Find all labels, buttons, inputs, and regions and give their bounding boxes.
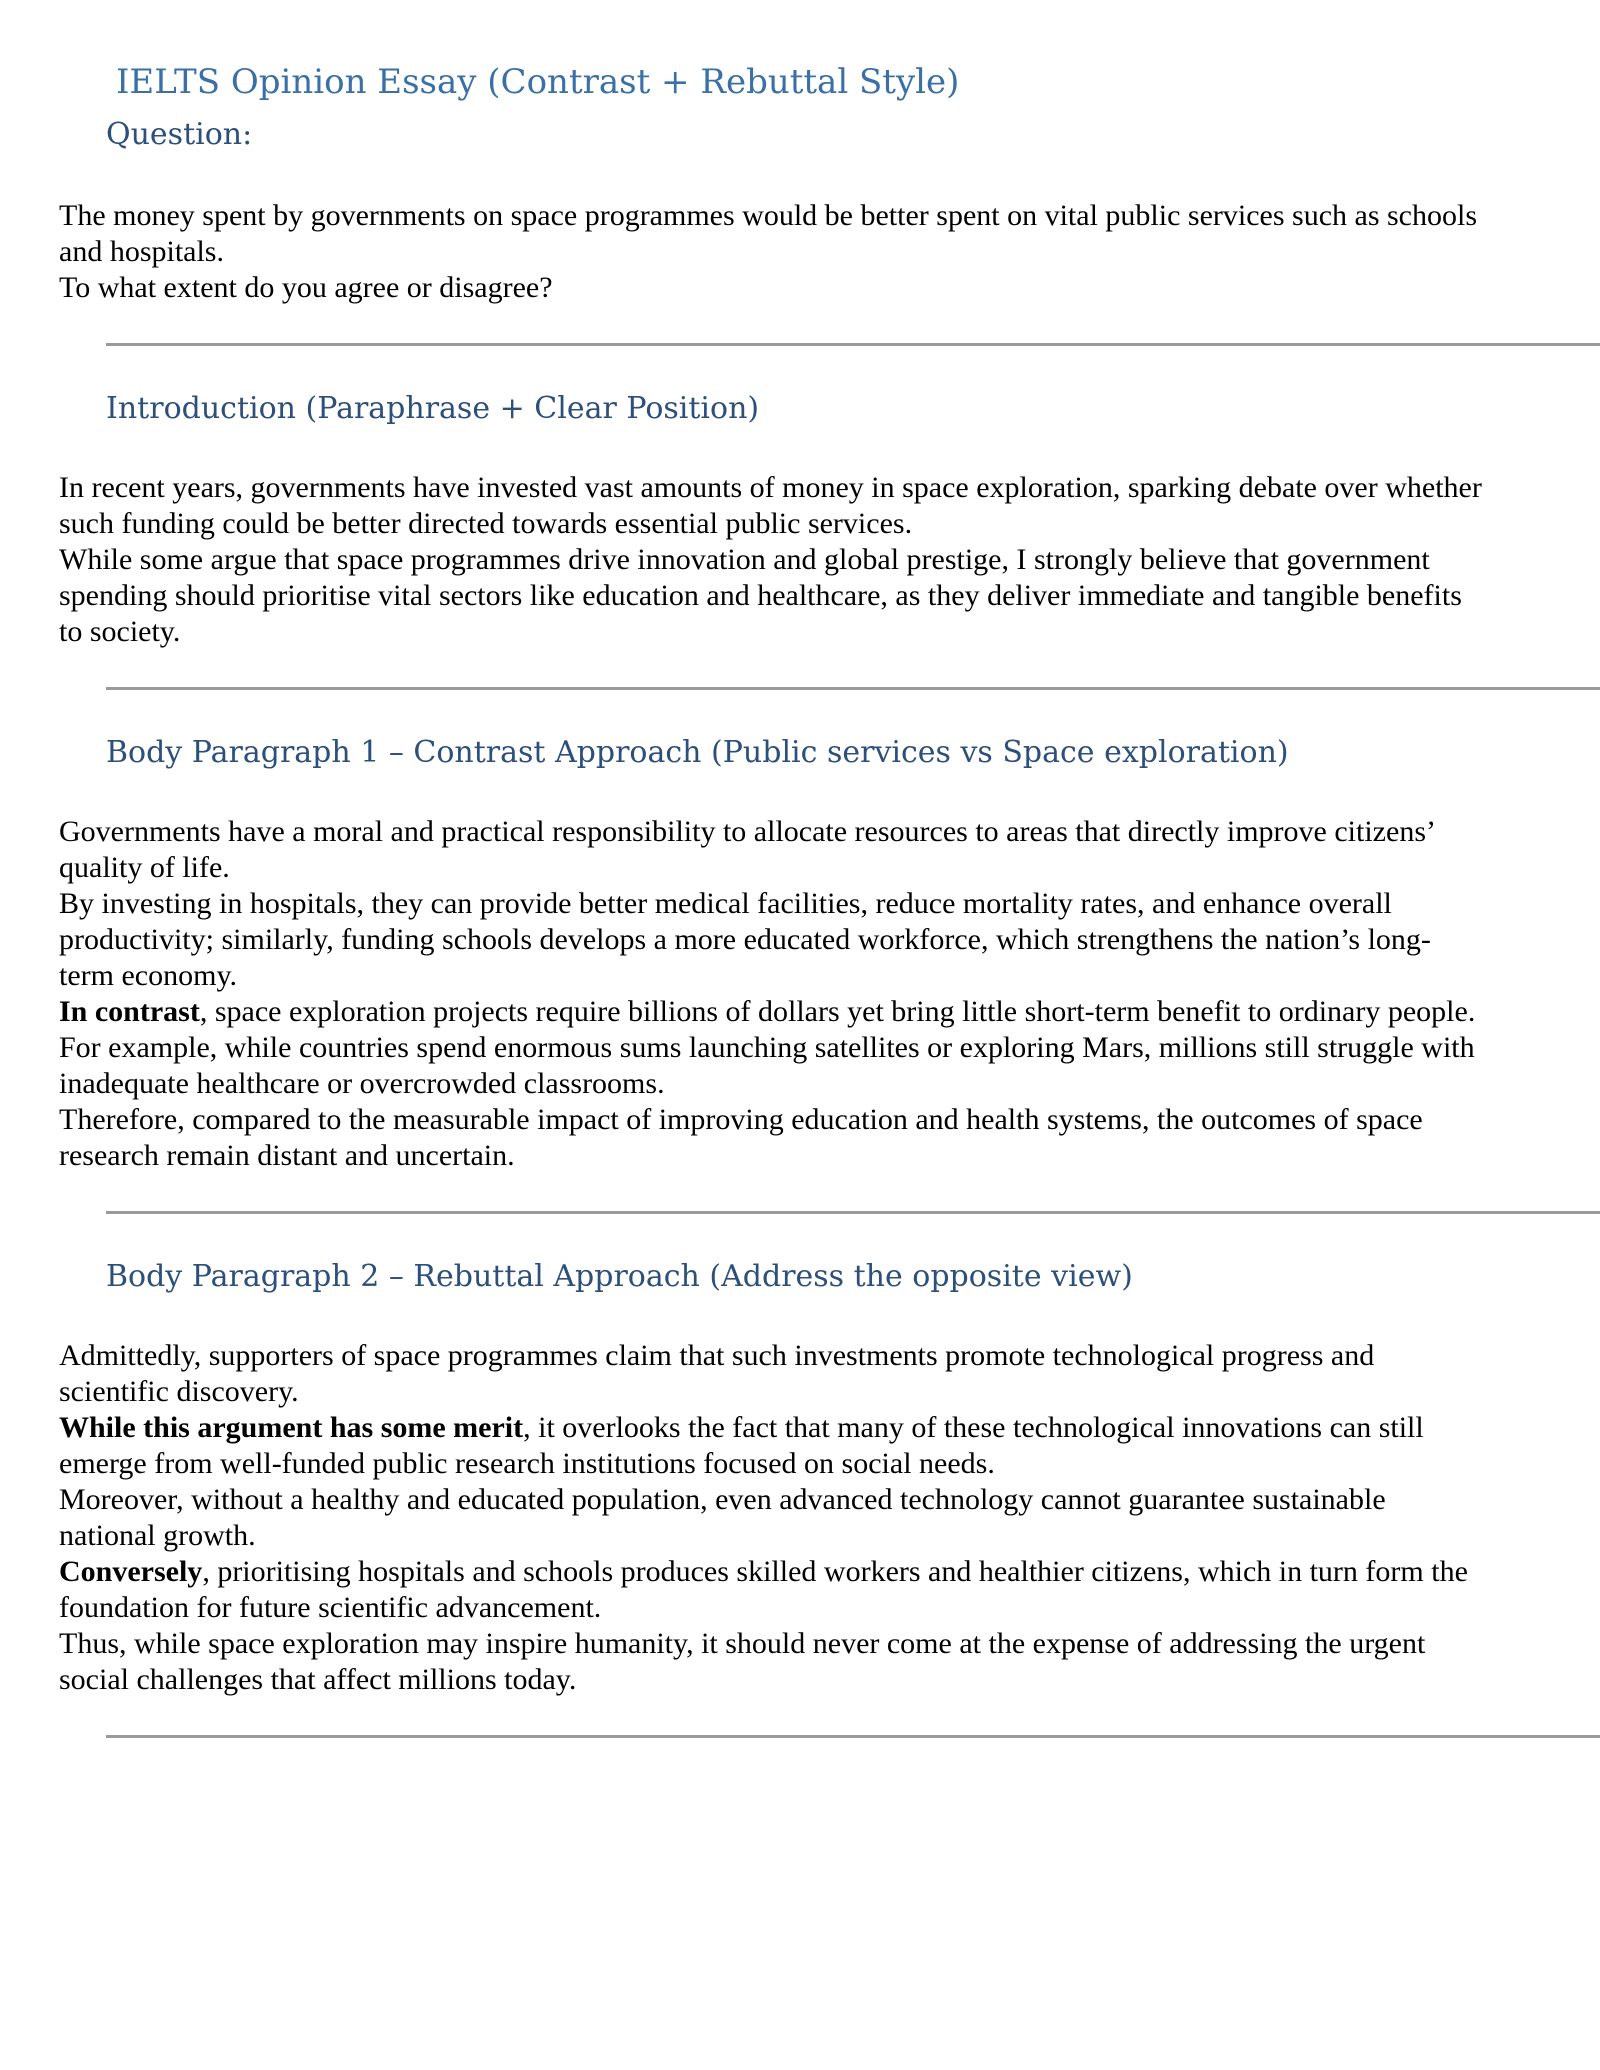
body2-line: scientific discovery. xyxy=(59,1375,299,1408)
section-divider xyxy=(106,343,1600,346)
question-line: To what extent do you agree or disagree? xyxy=(59,271,553,304)
introduction-line: While some argue that space programmes drive innovation and global prestige, I strongly believe that government xyxy=(59,543,1430,576)
body1-line: inadequate healthcare or overcrowded classrooms. xyxy=(59,1067,665,1100)
introduction-line: such funding could be better directed towards essential public services. xyxy=(59,507,913,540)
question-line: and hospitals. xyxy=(59,235,224,268)
section-divider xyxy=(106,687,1600,690)
body1-line: productivity; similarly, funding schools develops a more educated workforce, which strengthens the nation’s long- xyxy=(59,923,1431,956)
introduction-heading: Introduction (Paraphrase + Clear Position) xyxy=(106,391,760,426)
contrast-rest: , space exploration projects require billions of dollars yet bring little short-term benefit to ordinary people. xyxy=(199,995,1476,1028)
body1-line: Governments have a moral and practical responsibility to allocate resources to areas that directly improve citizens’ xyxy=(59,815,1436,848)
body2-line: Moreover, without a healthy and educated population, even advanced technology cannot guarantee sustainable xyxy=(59,1483,1386,1516)
body1-contrast-line xyxy=(59,994,1559,1030)
merit-rest: , it overlooks the fact that many of these technological innovations can still xyxy=(523,1411,1424,1444)
introduction-line: spending should prioritise vital sectors like education and healthcare, as they deliver immediate and tangible benefits xyxy=(59,579,1462,612)
question-line: The money spent by governments on space programmes would be better spent on vital public services such as schools xyxy=(59,199,1477,232)
body2-line: foundation for future scientific advancement. xyxy=(59,1591,602,1624)
body1-line: research remain distant and uncertain. xyxy=(59,1139,515,1172)
body1-line: For example, while countries spend enormous sums launching satellites or exploring Mars, millions still struggle with xyxy=(59,1031,1475,1064)
body2-line: Admittedly, supporters of space programmes claim that such investments promote technological progress and xyxy=(59,1339,1375,1372)
body2-conversely-line xyxy=(59,1554,1559,1590)
body-paragraph-2-heading: Body Paragraph 2 – Rebuttal Approach (Address the opposite view) xyxy=(106,1259,1133,1294)
introduction-line: In recent years, governments have invested vast amounts of money in space exploration, sparking debate over whether xyxy=(59,471,1482,504)
section-divider xyxy=(106,1211,1600,1214)
body2-line: social challenges that affect millions today. xyxy=(59,1663,577,1696)
conversely-rest: , prioritising hospitals and schools produces skilled workers and healthier citizens, which in turn form the xyxy=(202,1555,1468,1588)
body-paragraph-1-heading: Body Paragraph 1 – Contrast Approach (Public services vs Space exploration) xyxy=(106,735,1289,770)
in-contrast-bold: In contrast xyxy=(59,995,200,1028)
body2-line: national growth. xyxy=(59,1519,256,1552)
question-text xyxy=(59,198,1559,306)
body1-line: Therefore, compared to the measurable impact of improving education and health systems, the outcomes of space xyxy=(59,1103,1423,1136)
merit-bold: While this argument has some merit xyxy=(59,1411,524,1444)
body2-line: Thus, while space exploration may inspire humanity, it should never come at the expense of addressing the urgent xyxy=(59,1627,1426,1660)
body1-line: By investing in hospitals, they can provide better medical facilities, reduce mortality rates, and enhance overall xyxy=(59,887,1392,920)
body-paragraph-1-text xyxy=(59,814,1559,1174)
section-divider xyxy=(106,1735,1600,1738)
body1-line: term economy. xyxy=(59,959,237,992)
body-paragraph-2-text xyxy=(59,1338,1559,1698)
body1-line: quality of life. xyxy=(59,851,230,884)
document-title: IELTS Opinion Essay (Contrast + Rebuttal Style) xyxy=(116,62,960,102)
introduction-text xyxy=(59,470,1559,650)
introduction-line: to society. xyxy=(59,615,181,648)
body2-merit-line xyxy=(59,1410,1559,1446)
question-heading: Question: xyxy=(106,117,253,152)
body2-line: emerge from well-funded public research institutions focused on social needs. xyxy=(59,1447,995,1480)
conversely-bold: Conversely xyxy=(59,1555,203,1588)
